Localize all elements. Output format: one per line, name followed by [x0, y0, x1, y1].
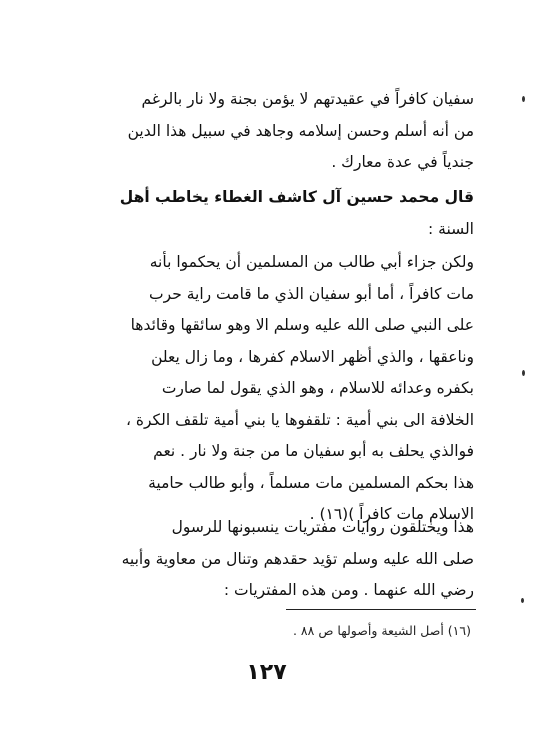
text-line: السنة :: [428, 219, 474, 238]
scan-speck: [522, 370, 525, 376]
text-line: الخلافة الى بني أمية : تلقفوها يا بني أمية تلقف الكرة ،: [125, 410, 474, 429]
text-line: سفيان كافراً في عقيدتهم لا يؤمن بجنة ولا نار بالرغم: [141, 90, 474, 108]
text-line: قال محمد حسين آل كاشف الغطاء يخاطب أهل: [119, 188, 474, 206]
text-line: رضي الله عنهما . ومن هذه المفتريات :: [223, 581, 474, 599]
page-number: ١٢٧: [246, 660, 287, 685]
text-line: جندياً في عدة معارك .: [331, 153, 474, 171]
text-line: بكفره وعدائه للاسلام ، وهو الذي يقول لما صارت: [161, 379, 474, 397]
text-line: هذا ويختلقون روايات مفتريات ينسبونها للرسول: [171, 518, 474, 536]
text-line: من أنه أسلم وحسن إسلامه وجاهد في سبيل هذا الدين: [127, 121, 474, 140]
text-line: مات كافراً ، أما أبو سفيان الذي ما قامت راية حرب: [149, 284, 474, 303]
footnote: (١٦) أصل الشيعة وأصولها ص ٨٨ .: [292, 623, 471, 638]
text-line: وناعقها ، والذي أظهر الاسلام كفرها ، وما زال يعلن: [151, 347, 474, 366]
text-line: على النبي صلى الله عليه وسلم الا وهو سائقها وقائدها: [130, 316, 474, 334]
paragraph-fabrications: [62, 512, 474, 607]
text-line: الاسلام مات كافراً )(١٦) .: [309, 505, 474, 523]
text-line: هذا بحكم المسلمين مات مسلماً ، وأبو طالب حامية: [148, 473, 474, 492]
paragraph-abu-sufyan: [62, 84, 474, 179]
paragraph-quote-intro: [62, 182, 474, 245]
text-line: صلى الله عليه وسلم تؤيد حقدهم وتنال من معاوية وأبيه: [121, 549, 474, 568]
scan-speck: [521, 598, 524, 603]
footnote-divider: [286, 609, 476, 610]
paragraph-quotation: [62, 247, 474, 531]
scan-speck: [522, 96, 525, 102]
text-line: فوالذي يحلف به أبو سفيان ما من جنة ولا نار . نعم: [153, 442, 474, 460]
text-line: ولكن جزاء أبي طالب من المسلمين أن يحكموا بأنه: [149, 253, 474, 271]
